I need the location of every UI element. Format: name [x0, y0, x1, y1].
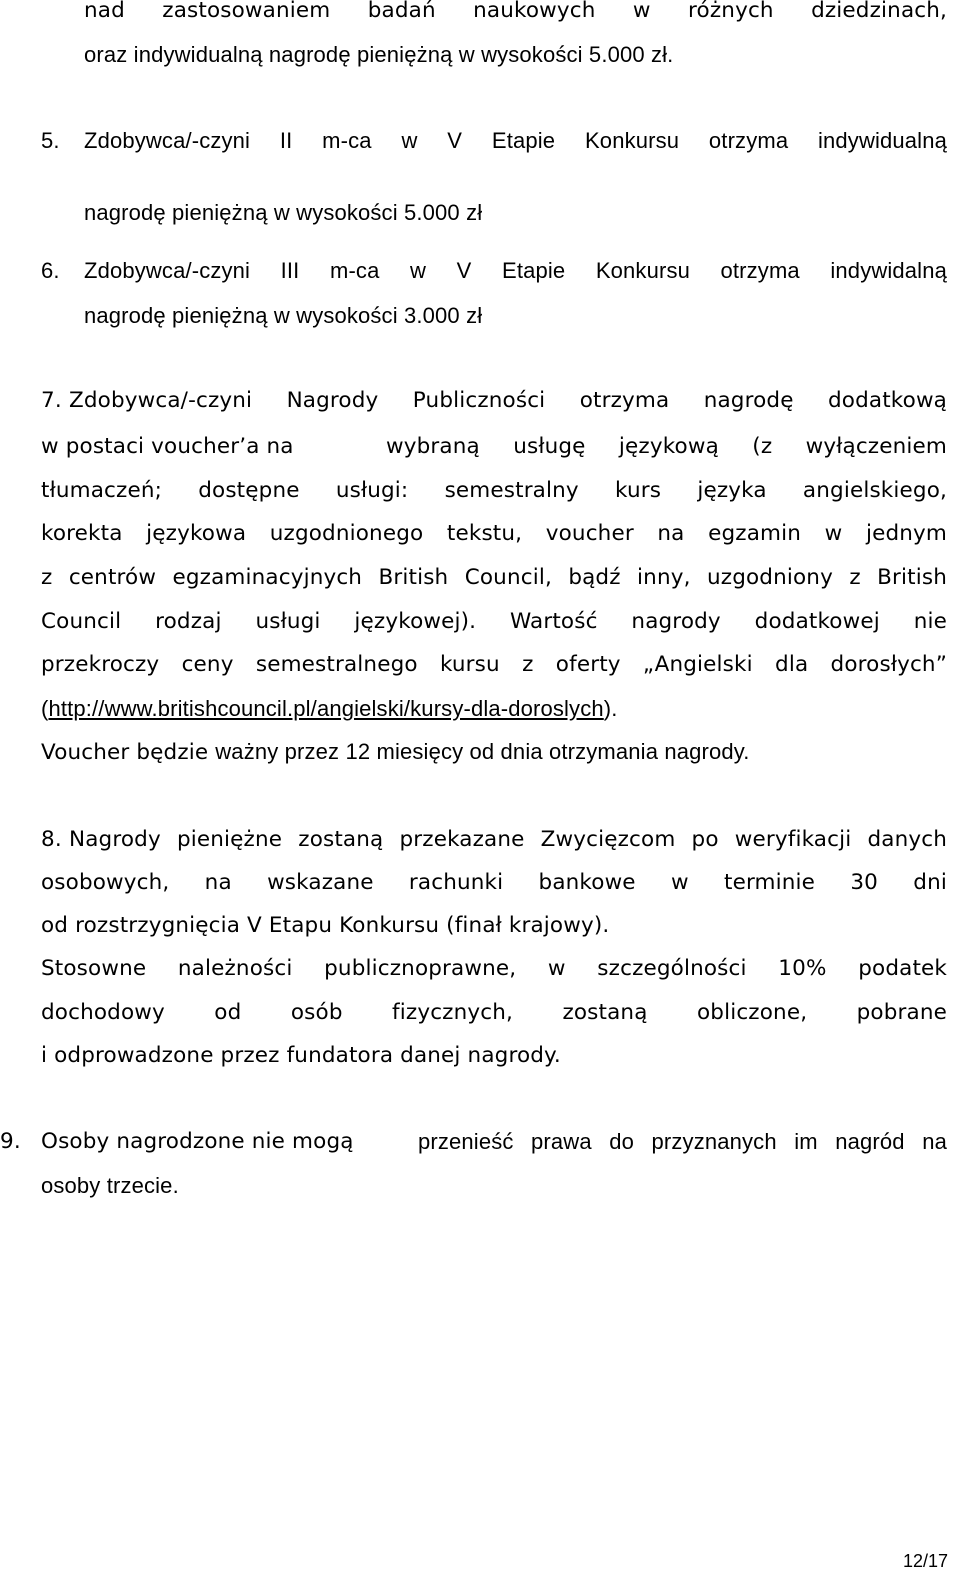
- text-line: Zdobywca/-czyni Nagrody Publiczności otrzyma nagrodę dodatkową: [69, 388, 947, 413]
- text-line: korekta językowa uzgodnionego tekstu, voucher na egzamin w jednym: [41, 521, 947, 546]
- britishcouncil-link[interactable]: http://www.britishcouncil.pl/angielski/kursy-dla-doroslych: [48, 696, 604, 721]
- text-line: tłumaczeń; dostępne usługi: semestralny kurs języka angielskiego,: [41, 478, 947, 503]
- list-number: 5.: [41, 128, 60, 153]
- text-line: przekroczy ceny semestralnego kursu z oferty „Angielski dla dorosłych”: [41, 652, 947, 677]
- text-line: Council rodzaj usługi językowej). Wartość nagrody dodatkowej nie: [41, 609, 947, 634]
- text-line: osoby trzecie.: [41, 1173, 179, 1198]
- document-page: nad zastosowaniem badań naukowych w różnych dziedzinach, oraz indywidualną nagrodę pieniężną w wysokości 5.000 zł. 5. Zdobywca/-czyni II m-ca w V Etapie Konkursu otrzyma indywidualną nagrodę pieniężną w wysokości 5.000 zł 6. Zdobywca/-czyni III m-ca w V Etapie Konkursu otrzyma indywidalną nagrodę pieniężną w wysokości 3.000 zł 7. Zdobywca/-czyni Nagrody Publiczności otrzyma nagrodę dodatkową w postaci voucher’a na wybraną usługę językową (z wyłączeniem tłumaczeń; dostępne usługi: semestralny kurs języka angielskiego, korekta językowa uzgodnionego tekstu, voucher na egzamin w jednym z centrów egzaminacyjnych British Council, bądź inny, uzgodniony z British Council rodzaj usługi językowej). Wartość nagrody dodatkowej nie przekroczy ceny semestralnego kursu z oferty „Angielski dla dorosłych” (http://www.britishcouncil.pl/angielski/kursy-dla-doroslych). Voucher będzie ważny przez 12 miesięcy od dnia otrzymania nagrody. 8. Nagrody pieniężne zostaną przekazane Zwycięzcom po weryfikacji danych osobowych, na wskazane rachunki bankowe w terminie 30 dni od rozstrzygnięcia V Etapu Konkursu (finał krajowy). Stosowne należności publicznoprawne, w szczególności 10% podatek dochodowy od osób fizycznych, zostaną obliczone, pobrane i odprowadzone przez fundatora danej nagrody. 9. Osoby nagrodzone nie mogą przenieść prawa do przyznanych im nagród na osoby trzecie. 12/17: [0, 0, 960, 1583]
- text-line: nagrodę pieniężną w wysokości 5.000 zł: [84, 200, 483, 225]
- text-line: od rozstrzygnięcia V Etapu Konkursu (finał krajowy).: [41, 913, 610, 938]
- text-line: (http://www.britishcouncil.pl/angielski/kursy-dla-doroslych).: [41, 696, 618, 721]
- list-number: 7.: [41, 388, 62, 413]
- text-line: dochodowy od osób fizycznych, zostaną obliczone, pobrane: [41, 1000, 947, 1025]
- list-number: 6.: [41, 258, 60, 283]
- text-line: nagrodę pieniężną w wysokości 3.000 zł: [84, 303, 483, 328]
- page-number: 12/17: [902, 1551, 948, 1571]
- text-line: Nagrody pieniężne zostaną przekazane Zwycięzcom po weryfikacji danych: [69, 827, 947, 852]
- text-line: i odprowadzone przez fundatora danej nagrody.: [41, 1043, 561, 1068]
- list-number: 8.: [41, 827, 62, 852]
- text-line: z centrów egzaminacyjnych British Council, bądź inny, uzgodniony z British: [41, 565, 947, 590]
- text-line: osobowych, na wskazane rachunki bankowe w terminie 30 dni: [41, 870, 947, 895]
- text-line: nad zastosowaniem badań naukowych w różnych dziedzinach,: [84, 0, 947, 23]
- text-line: oraz indywidualną nagrodę pieniężną w wysokości 5.000 zł.: [84, 42, 674, 67]
- text-line: Stosowne należności publicznoprawne, w szczególności 10% podatek: [41, 956, 947, 981]
- text-line: Zdobywca/-czyni II m-ca w V Etapie Konkursu otrzyma indywidualną: [84, 128, 947, 153]
- text-line: Zdobywca/-czyni III m-ca w V Etapie Konkursu otrzyma indywidalną: [84, 258, 947, 283]
- text-line: w postaci voucher’a na wybraną usługę językową (z wyłączeniem: [41, 434, 947, 459]
- text-line: Voucher będzie ważny przez 12 miesięcy od dnia otrzymania nagrody.: [41, 739, 750, 765]
- list-number: 9.: [0, 1129, 21, 1154]
